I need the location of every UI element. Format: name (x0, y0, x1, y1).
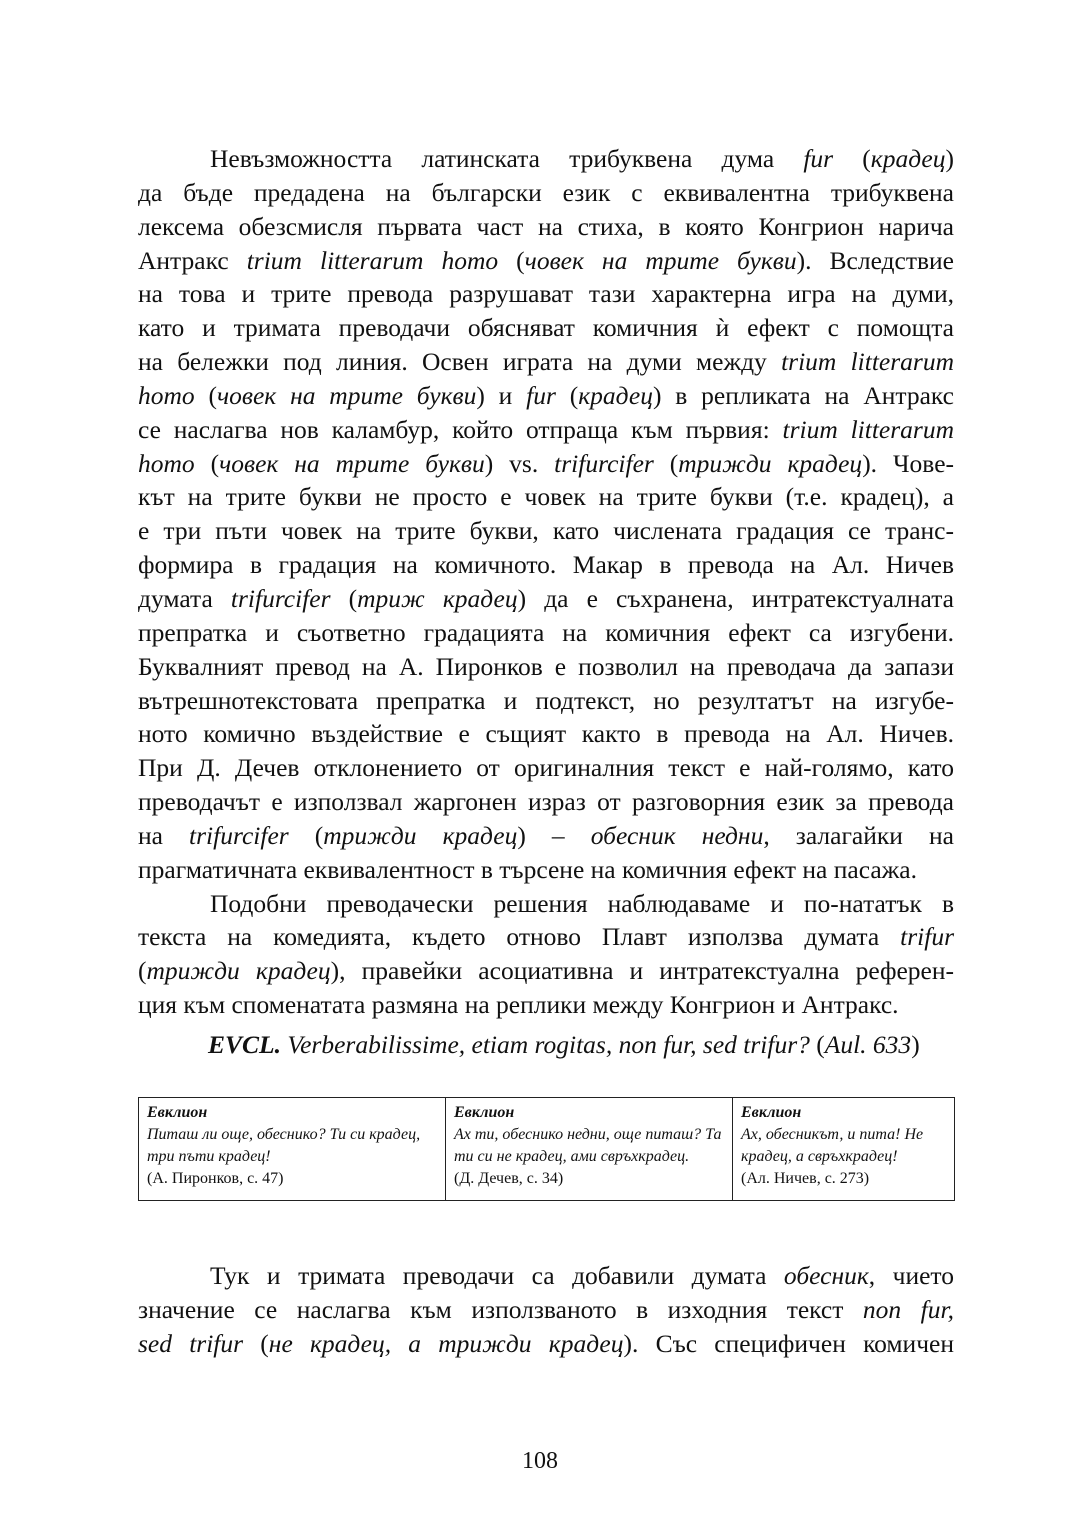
text-run: При Д. Дечев отклонението от оригиналния текст е най-голямо, като (138, 753, 954, 783)
speaker-name: Евклион (741, 1104, 802, 1121)
italic-run: не крадец, а трижди крадец (268, 1328, 624, 1358)
italic-run: човек на трите букви (219, 448, 485, 478)
text-line (138, 717, 954, 751)
text-line (138, 548, 954, 582)
italic-run: homo (138, 448, 195, 478)
text-line (138, 244, 954, 278)
text-line (138, 142, 954, 176)
text-run: Невъзможността латинската трибуквена дума (210, 144, 804, 173)
text-run: ), правейки асоциативна и интратекстуална референ- (330, 956, 954, 986)
translation-text: Питаш ли още, обеснико? Ти си крадец, три пъти крадец! (147, 1126, 421, 1165)
italic-run: trium litterarum homo (246, 245, 499, 275)
text-run: формира в градация на комичното. Макар в превода на Ал. Ничев (138, 550, 954, 580)
text-line (138, 345, 954, 379)
text-run: препратка и съответно градацията на комичния ефект са изгубени. (138, 617, 954, 647)
text-run: ) vs. (484, 448, 555, 478)
text-run: ното комично въздействие е същият както в превода на Ал. Ничев. (138, 719, 954, 749)
text-run: ) да е съхранена, интратекстуалната (517, 583, 954, 613)
text-run: Антракс (138, 245, 247, 275)
italic-run: трижди крадец (678, 448, 863, 478)
text-run: ( (833, 144, 871, 173)
paragraphs (138, 142, 954, 1022)
speaker-name: Евклион (147, 1104, 208, 1121)
italic-run: homo (138, 380, 195, 410)
italic-run: човек на трите букви (217, 380, 477, 410)
translation-source: (Ал. Ничев, с. 273) (741, 1170, 870, 1187)
text-run: думата (138, 583, 231, 613)
italic-run: fur (526, 380, 556, 410)
text-line (138, 684, 954, 718)
italic-run: обесник (783, 1261, 869, 1290)
italic-run: trifurcifer (230, 583, 331, 613)
text-line (138, 853, 954, 887)
text-run: е три пъти човек на трите букви, като числената градация се транс- (138, 516, 954, 546)
italic-run: sed trifur (138, 1328, 244, 1358)
italic-run: крадец (870, 144, 946, 173)
speaker-name: Евклион (454, 1104, 515, 1121)
translation-cell-nichev (733, 1098, 955, 1201)
text-run: ция към споменатата размяна на реплики между Конгрион и Антракс. (138, 990, 899, 1020)
translation-source: (Д. Дечев, с. 34) (454, 1170, 564, 1187)
text-line (138, 751, 954, 785)
text-run: ) в репликата на Антракс (652, 380, 954, 410)
text-run: ( (555, 380, 579, 410)
text-line (138, 988, 954, 1022)
text-run: ) и (476, 380, 527, 410)
text-run: ). Чове- (862, 448, 955, 478)
text-run: ( (498, 245, 525, 275)
translation-source: (А. Пиронков, с. 47) (147, 1170, 284, 1187)
text-line (138, 582, 954, 616)
text-line (138, 819, 954, 853)
body-text (138, 142, 954, 1062)
text-line (138, 785, 954, 819)
text-line (138, 480, 954, 514)
text-run: прагматичната еквивалентност в търсене на комичния ефект на пасажа. (138, 854, 917, 884)
text-run: текста на комедията, където отново Плавт използва думата (138, 922, 901, 952)
quote-ref-open: ( (809, 1029, 825, 1059)
text-line (138, 514, 954, 548)
text-run: на (138, 820, 190, 850)
text-line (138, 176, 954, 210)
text-line (138, 277, 954, 311)
translation-text: Ах ти, обеснико недни, още питаш? Та ти си не крадец, ами свръхкрадец. (454, 1126, 722, 1165)
italic-run: човек на трите букви (524, 245, 797, 275)
italic-run: обесник недни (590, 820, 764, 850)
text-run: като и тримата преводачи обясняват комичния ѝ ефект с помощта (138, 313, 954, 343)
text-run: ). Вследствие (796, 245, 954, 275)
text-run: ( (243, 1328, 269, 1358)
quote-ref-close: ) (911, 1029, 920, 1059)
quote-speaker: EVCL. (208, 1029, 281, 1059)
text-run: Тук и тримата преводачи са добавили думата (210, 1261, 784, 1290)
italic-run: fur (803, 144, 834, 173)
italic-run: trifurcifer (554, 448, 654, 478)
quote-text: Verberabilissime, etiam rogitas, non fur, sed trifur? (280, 1029, 810, 1059)
quote-ref: Aul. 633 (824, 1029, 912, 1059)
italic-run: trium litterarum (782, 414, 954, 444)
text-run: ( (194, 380, 217, 410)
text-line (138, 1327, 954, 1361)
latin-quote (138, 1028, 954, 1062)
text-run: преводачът е използвал жаргонен израз от разговорния език за превода (138, 787, 954, 817)
text-run: ( (288, 820, 324, 850)
text-run: , залагайки на (763, 820, 954, 850)
text-line (138, 413, 954, 447)
text-line (138, 616, 954, 650)
text-run: на бележки под линия. Освен играта на думи между (138, 347, 782, 377)
text-run: ) (945, 144, 954, 173)
text-line (138, 210, 954, 244)
translation-cell-pironkov (139, 1098, 446, 1201)
translations-table (138, 1097, 955, 1201)
text-run: кът на трите букви не просто е човек на трите букви (т.е. крадец), а (138, 482, 954, 512)
text-run: ( (653, 448, 679, 478)
italic-run: trifurcifer (189, 820, 289, 850)
text-line (138, 650, 954, 684)
text-line (138, 920, 954, 954)
text-run: се наслагва нов каламбур, който отпраща към първия: (138, 414, 783, 444)
text-line (138, 447, 954, 481)
italic-run: trifur (900, 922, 954, 952)
text-run: , чието (868, 1261, 954, 1290)
italic-run: трижди крадец (146, 956, 331, 986)
italic-run: trium litterarum (781, 347, 954, 377)
text-run: ) – (517, 820, 591, 850)
text-run: значение се наслагва към използваното в изходния текст (138, 1294, 863, 1324)
text-run: да бъде предадена на български език с еквивалентна трибуквена (138, 177, 954, 207)
text-run: вътрешнотекстовата препратка и подтекст, но резултатът на изгубе- (138, 685, 954, 715)
closing-lines (138, 1259, 954, 1361)
text-line (138, 311, 954, 345)
text-run: Подобни преводачески решения наблюдаваме и по-нататък в (210, 888, 954, 918)
page-number: 108 (522, 1448, 558, 1474)
text-run: ( (330, 583, 358, 613)
table-row (139, 1098, 955, 1201)
closing-paragraph (138, 1259, 954, 1361)
text-line (138, 1259, 954, 1293)
italic-run: триж крадец (357, 583, 518, 613)
text-line (138, 1293, 954, 1327)
italic-run: крадец (578, 380, 653, 410)
text-run: ( (138, 956, 147, 986)
text-run: ). Със специфичен комичен (623, 1328, 954, 1358)
text-line (138, 379, 954, 413)
text-line (138, 954, 954, 988)
text-run: Буквалният превод на А. Пиронков е позволил на преводача да запази (138, 651, 954, 681)
text-run: ( (194, 448, 220, 478)
translation-cell-dechev (446, 1098, 733, 1201)
text-line (138, 887, 954, 921)
text-run: на това и трите превода разрушават тази характерна игра на думи, (138, 279, 954, 309)
italic-run: non fur, (862, 1294, 954, 1324)
text-run: лексема обезсмисля първата част на стиха, в която Конгрион нарича (138, 211, 954, 241)
italic-run: трижди крадец (323, 820, 518, 850)
translation-text: Ах, обесникът, и пита! Не крадец, а свръхкрадец! (741, 1126, 924, 1165)
